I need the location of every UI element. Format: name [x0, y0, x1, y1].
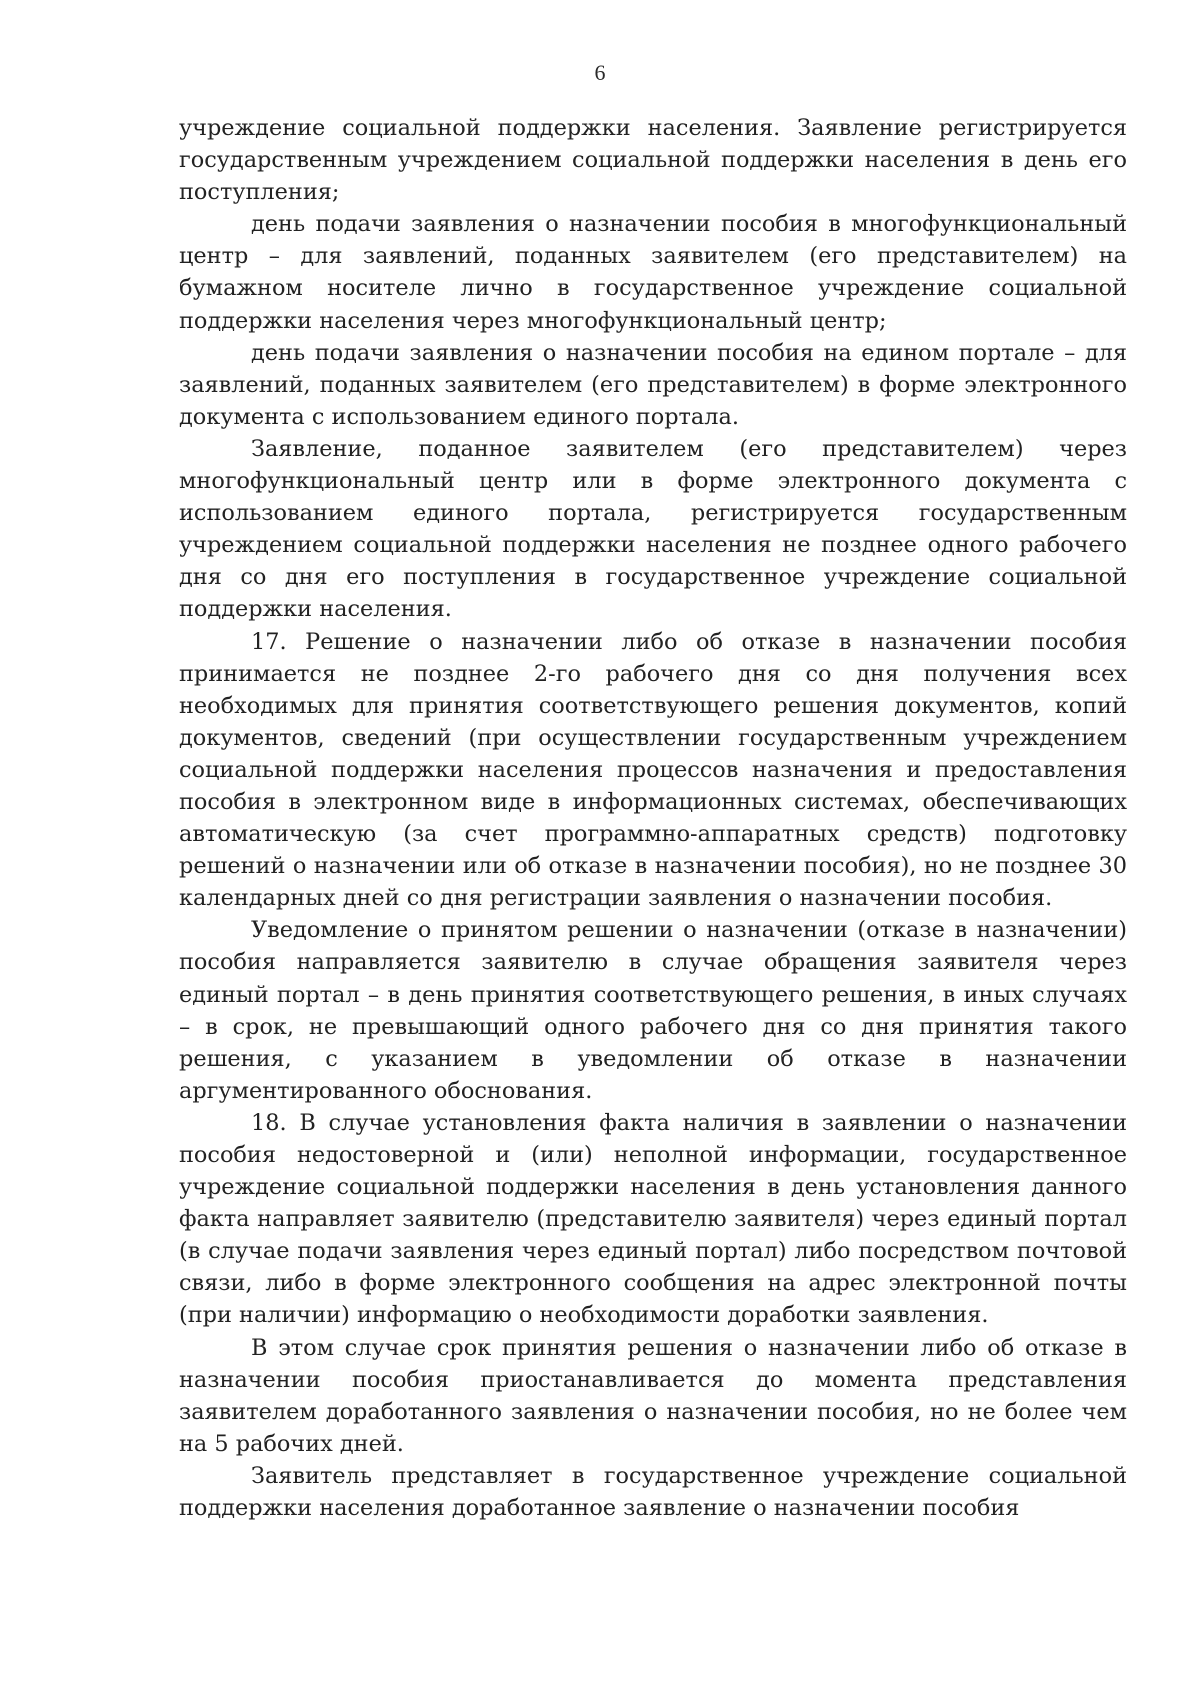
paragraph-item-18: 18. В случае установления факта наличия в заявлении о назначении пособия недостоверной и (или) неполной информации, государственное учреждение социальной поддержки населения в день установления данного факта направляет заявителю (представителю заявителя) через единый портал (в случае подачи заявления через единый портал) либо посредством почтовой связи, либо в форме электронного сообщения на адрес электронной почты (при наличии) информацию о необходимости доработки заявления. [179, 1109, 1127, 1329]
page-number: 6 [594, 60, 606, 85]
document-body [179, 112, 1127, 1524]
paragraph-item-17: 17. Решение о назначении либо об отказе в назначении пособия принимается не позднее 2-го рабочего дня со дня получения всех необходимых для принятия соответствующего решения документов, копий документов, сведений (при осуществлении государственным учреждением социальной поддержки населения процессов назначения и предоставления пособия в электронном виде в информационных системах, обеспечивающих автоматическую (за счет программно-аппаратных средств) подготовку решений о назначении или об отказе в назначении пособия), но не позднее 30 календарных дней со дня регистрации заявления о назначении пособия. [179, 628, 1127, 912]
paragraph: Уведомление о принятом решении о назначении (отказе в назначении) пособия направляется заявителю в случае обращения заявителя через единый портал – в день принятия соответствующего решения, в иных случаях – в срок, не превышающий одного рабочего дня со дня принятия такого решения, с указанием в уведомлении об отказе в назначении аргументированного обоснования. [179, 917, 1127, 1104]
paragraph: В этом случае срок принятия решения о назначении либо об отказе в назначении пособия приостанавливается до момента представления заявителем доработанного заявления о назначении пособия, но не более чем на 5 рабочих дней. [179, 1334, 1127, 1457]
paragraph: день подачи заявления о назначении пособия в многофункциональный центр – для заявлений, поданных заявителем (его представителем) на бумажном носителе лично в государственное учреждение социальной поддержки населения через многофункциональный центр; [179, 211, 1127, 334]
paragraph: день подачи заявления о назначении пособия на едином портале – для заявлений, поданных заявителем (его представителем) в форме электронного документа с использованием единого портала. [179, 339, 1127, 430]
paragraph-continuation: учреждение социальной поддержки населения. Заявление регистрируется государственным учреждением социальной поддержки населения в день его поступления; [179, 115, 1127, 206]
paragraph: Заявитель представляет в государственное учреждение социальной поддержки населения доработанное заявление о назначении пособия [179, 1462, 1127, 1522]
paragraph: Заявление, поданное заявителем (его представителем) через многофункциональный центр или в форме электронного документа с использованием единого портала, регистрируется государственным учреждением социальной поддержки населения не позднее одного рабочего дня со дня его поступления в государственное учреждение социальной поддержки населения. [179, 435, 1127, 623]
